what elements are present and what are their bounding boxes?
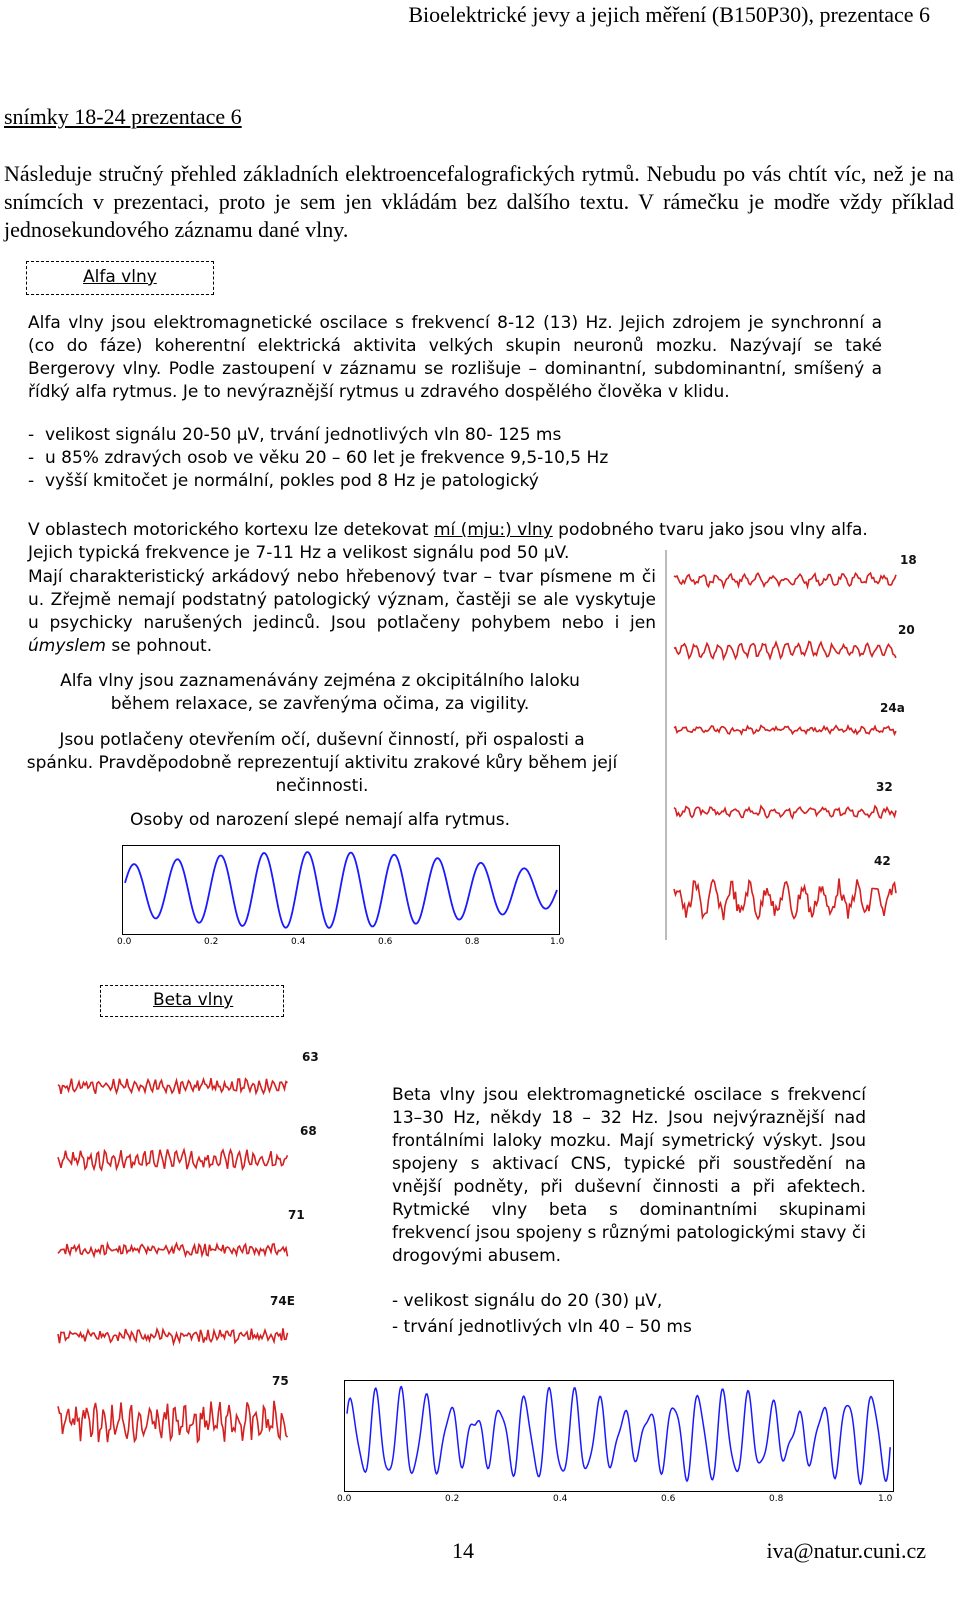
mu-waves-shape: Mají charakteristický arkádový nebo hřebenový tvar – tvar písmene m či u. Zřejmě nemají podstatný patologický význam, častěji se ale vyskytuje u psychicky narušených jedinců. Jsou potlačeny pohybem nebo i jen úmyslem se pohnout. bbox=[28, 567, 656, 656]
beta-x-tick: 0.8 bbox=[769, 1494, 784, 1504]
alpha-sample-chart bbox=[122, 845, 560, 935]
intro-paragraph: Následuje stručný přehled základních elektroencefalografických rytmů. Nebudu po vás chtít víc, než je na snímcích v prezentaci, proto je sem jen vkládám bez dalšího textu. V rámečku je modře vždy příklad jednosekundového záznamu dané vlny. bbox=[4, 161, 954, 242]
eeg-label: 24a bbox=[880, 701, 905, 715]
alpha-title: Alfa vlny bbox=[83, 267, 157, 287]
beta-x-tick: 0.2 bbox=[445, 1494, 460, 1504]
alpha-bullet: - u 85% zdravých osob ve věku 20 – 60 let je frekvence 9,5-10,5 Hz bbox=[28, 448, 609, 468]
eeg-trace bbox=[58, 1149, 288, 1169]
eeg-label: 18 bbox=[900, 553, 917, 567]
eeg-label: 74E bbox=[270, 1294, 295, 1308]
eeg-trace bbox=[674, 642, 896, 659]
beta-x-tick: 0.0 bbox=[337, 1494, 352, 1504]
document-header: Bioelektrické jevy a jejich měření (B150P30), prezentace 6 bbox=[408, 2, 930, 27]
alpha-x-tick: 0.4 bbox=[291, 937, 306, 947]
eeg-trace bbox=[58, 1328, 288, 1343]
alpha-x-tick: 0.2 bbox=[204, 937, 219, 947]
mu-waves-line2: Jejich typická frekvence je 7-11 Hz a velikost signálu pod 50 µV. bbox=[28, 543, 570, 563]
mu-waves-link[interactable]: mí (mju:) vlny bbox=[434, 520, 553, 540]
eeg-label: 32 bbox=[876, 780, 893, 794]
alpha-eeg-traces bbox=[664, 550, 924, 940]
eeg-label: 68 bbox=[300, 1124, 317, 1138]
beta-title: Beta vlny bbox=[153, 990, 234, 1010]
eeg-label: 20 bbox=[898, 623, 915, 637]
eeg-label: 63 bbox=[302, 1050, 319, 1064]
eeg-trace bbox=[674, 573, 896, 587]
beta-title-box bbox=[100, 985, 284, 1017]
beta-sample-chart bbox=[344, 1380, 894, 1492]
alpha-title-box bbox=[26, 261, 214, 295]
beta-x-tick: 1.0 bbox=[878, 1494, 893, 1504]
alpha-x-tick: 0.8 bbox=[465, 937, 480, 947]
eeg-label: 75 bbox=[272, 1374, 289, 1388]
alpha-wave-line bbox=[125, 852, 557, 928]
beta-definition: Beta vlny jsou elektromagnetické oscilace s frekvencí 13–30 Hz, někdy 18 – 32 Hz. Jsou nejvýraznější nad frontálními laloky mozku. Mají symetrický výskyt. Jsou spojeny s aktivací CNS, typické při soustředění na vnější podněty, při duševní činnosti a při afektech. Rytmické vlny beta s dominantními skupinami frekvencí jsou spojeny s různými patologickými stavy či drogovými abusem. bbox=[392, 1085, 866, 1266]
eeg-trace bbox=[58, 1078, 288, 1094]
slides-link[interactable]: snímky 18-24 prezentace 6 bbox=[4, 104, 242, 129]
alpha-definition: Alfa vlny jsou elektromagnetické oscilace s frekvencí 8-12 (13) Hz. Jejich zdrojem je synchronní a (co do fáze) koherentní elektrická aktivita velkých skupin neuronů mozku. Nazývají se také Bergerovy vlny. Podle zastoupení v záznamu se rozlišuje – dominantní, subdominantní, smíšený a řídký alfa rytmus. Je to nevýraznější rytmus u zdravého dospělého člověka v klidu. bbox=[28, 313, 882, 402]
alpha-blind: Osoby od narození slepé nemají alfa rytmus. bbox=[130, 810, 510, 830]
beta-x-tick: 0.4 bbox=[553, 1494, 568, 1504]
alpha-x-tick: 0.0 bbox=[117, 937, 132, 947]
alpha-suppressed: Jsou potlačeny otevřením očí, duševní činností, při ospalosti a spánku. Pravděpodobně reprezentují aktivitu zrakové kůry během její nečinnosti. bbox=[26, 730, 618, 796]
alpha-bullet: - velikost signálu 20-50 µV, trvání jednotlivých vln 80- 125 ms bbox=[28, 425, 562, 445]
beta-bullet: - trvání jednotlivých vln 40 – 50 ms bbox=[392, 1317, 692, 1337]
page-number: 14 bbox=[452, 1538, 474, 1563]
beta-wave-line bbox=[347, 1387, 890, 1485]
eeg-trace bbox=[674, 879, 896, 921]
beta-x-tick: 0.6 bbox=[661, 1494, 676, 1504]
beta-eeg-traces bbox=[52, 1050, 332, 1490]
eeg-label: 71 bbox=[288, 1208, 305, 1222]
alpha-x-tick: 0.6 bbox=[378, 937, 393, 947]
eeg-trace bbox=[58, 1401, 288, 1442]
eeg-trace bbox=[674, 806, 896, 818]
alpha-bullet: - vyšší kmitočet je normální, pokles pod 8 Hz je patologický bbox=[28, 471, 539, 491]
beta-bullet-list bbox=[392, 1290, 872, 1339]
eeg-trace bbox=[674, 726, 896, 735]
alpha-bullet-list bbox=[28, 424, 668, 493]
mu-waves-line1: V oblastech motorického kortexu lze detekovat mí (mju:) vlny podobného tvaru jako jsou vlny alfa. bbox=[28, 520, 868, 540]
eeg-trace bbox=[58, 1244, 288, 1257]
alpha-occipital: Alfa vlny jsou zaznamenávány zejména z okcipitálního laloku během relaxace, se zavřenýma očima, za vigility. bbox=[60, 671, 580, 714]
footer-email[interactable]: iva@natur.cuni.cz bbox=[766, 1538, 926, 1563]
beta-bullet: - velikost signálu do 20 (30) µV, bbox=[392, 1291, 663, 1311]
eeg-label: 42 bbox=[874, 854, 891, 868]
alpha-x-tick: 1.0 bbox=[550, 937, 565, 947]
